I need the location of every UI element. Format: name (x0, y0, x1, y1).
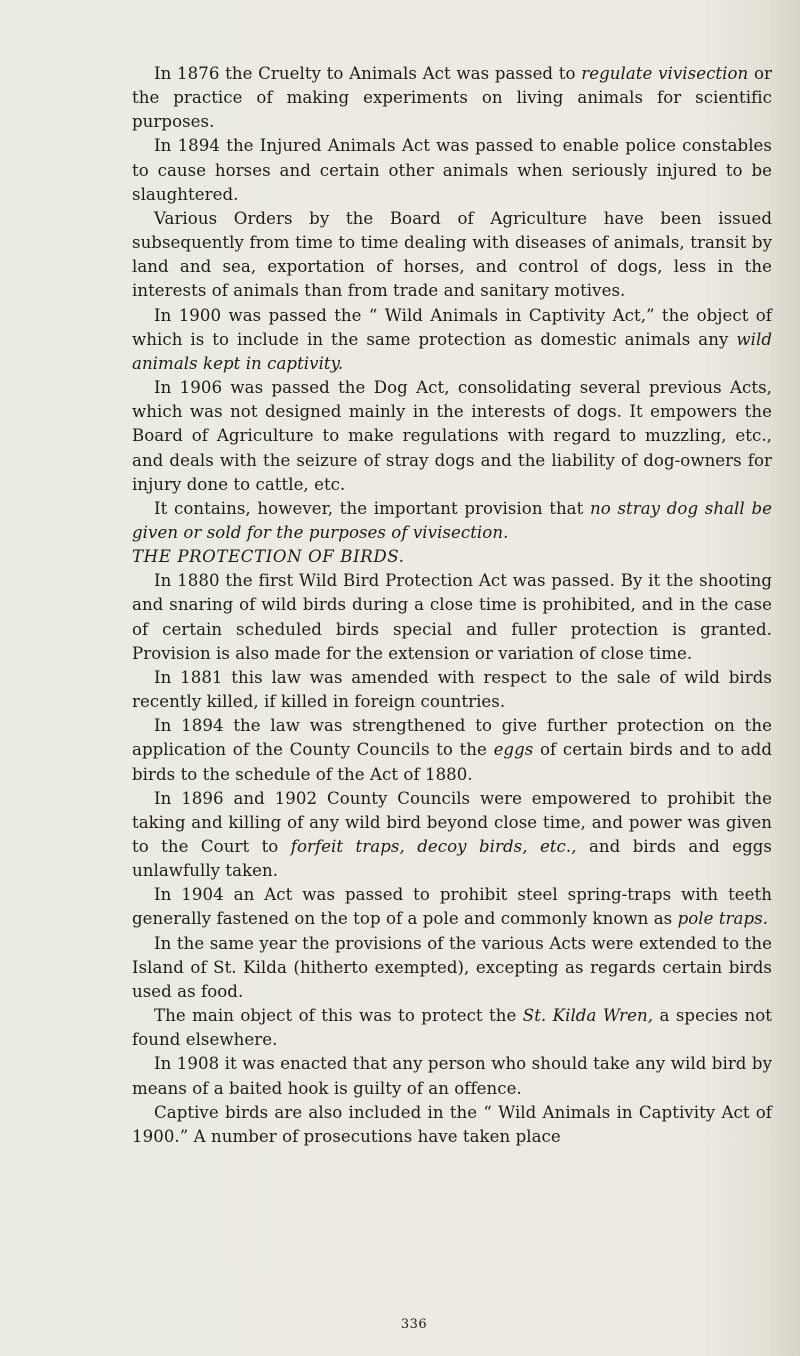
paragraph (132, 666, 772, 714)
text-run: In 1876 the Cruelty to Animals Act was passed to (154, 64, 582, 83)
italic-text: forfeit traps, decoy birds, etc., (290, 837, 577, 856)
text-run: In 1900 was passed the “ Wild Animals in Captivity Act,” the object of which is to include in the same protection as domestic animals any (132, 305, 772, 349)
text-run: It contains, however, the important provision that (154, 498, 591, 518)
text-run: In the same year the provisions of the various Acts were extended to the Island of St. Kilda (hitherto exempted), excepting as regards certain birds used as food. (132, 933, 772, 1001)
text-run: In 1904 an Act was passed to prohibit steel spring-traps with teeth generally fastened on the top of a pole and commonly known as (132, 885, 772, 929)
paragraph (132, 1101, 772, 1149)
text-run: In 1896 and 1902 County Councils were empowered to prohibit the taking and killing of any wild bird beyond close time, and power was given to the Court to (132, 788, 772, 856)
text-run: In 1880 the first Wild Bird Protection Act was passed. By it the shooting and snaring of wild birds during a close time is prohibited, and in the case of certain scheduled birds special and fuller protection is granted. Provision is also made for the extension or variation of close time. (132, 571, 772, 663)
text-run: In 1908 it was enacted that any person who should take any wild bird by means of a baited hook is guilty of an offence. (132, 1054, 772, 1098)
italic-text: regulate vivisection (581, 64, 749, 83)
paragraph (132, 1004, 772, 1052)
italic-text: pole traps. (677, 909, 769, 929)
text-run: a species not found elsewhere. (132, 1006, 772, 1050)
paragraph (132, 1052, 772, 1100)
paragraph (132, 714, 772, 786)
section-heading (132, 545, 772, 569)
paragraph (132, 932, 772, 1004)
page-number: 336 (400, 1317, 428, 1332)
paragraph (132, 569, 772, 666)
italic-text: no stray dog shall be given or sold for the purposes of vivisection. (132, 498, 772, 542)
body-text (132, 62, 772, 1149)
italic-text: St. Kilda Wren, (522, 1006, 654, 1026)
paragraph (132, 62, 772, 134)
paragraph (132, 207, 772, 304)
paragraph (132, 134, 772, 206)
text-run: of certain birds and to add birds to the schedule of the Act of 1880. (132, 740, 773, 784)
paragraph (132, 883, 772, 931)
text-run: and birds and eggs unlawfully taken. (132, 837, 772, 881)
paragraph (132, 376, 772, 497)
text-run: Various Orders by the Board of Agriculture have been issued subsequently from time to time dealing with diseases of animals, transit by land and sea, exportation of horses, and control of dogs, less in the interests of animals than from trade and sanitary motives. (132, 208, 772, 301)
paragraph (132, 497, 772, 545)
italic-text: eggs (493, 740, 534, 760)
text-run: Captive birds are also included in the “ Wild Animals in Captivity Act of 1900.” A number of prosecutions have taken place (132, 1102, 772, 1146)
text-run: or the practice of making experiments on living animals for scientific purposes. (132, 64, 773, 132)
paragraph (132, 787, 772, 884)
text-run: In 1881 this law was amended with respect to the sale of wild birds recently killed, if killed in foreign countries. (132, 667, 772, 712)
text-run: The main object of this was to protect the (154, 1006, 523, 1026)
text-run: In 1894 the Injured Animals Act was passed to enable police constables to cause horses and certain other animals when seriously injured to be slaughtered. (132, 136, 772, 204)
italic-text: THE PROTECTION OF BIRDS. (132, 547, 405, 567)
text-run: In 1906 was passed the Dog Act, consolidating several previous Acts, which was not designed mainly in the interests of dogs. It empowers the Board of Agriculture to make regulations with regard to muzzling, etc., and deals with the seizure of stray dogs and the liability of dog-owners for injury done to cattle, etc. (132, 378, 772, 494)
italic-text: wild animals kept in captivity. (132, 329, 772, 373)
text-run: In 1894 the law was strengthened to give further protection on the application of the County Councils to the (132, 716, 772, 760)
paragraph (132, 304, 772, 376)
